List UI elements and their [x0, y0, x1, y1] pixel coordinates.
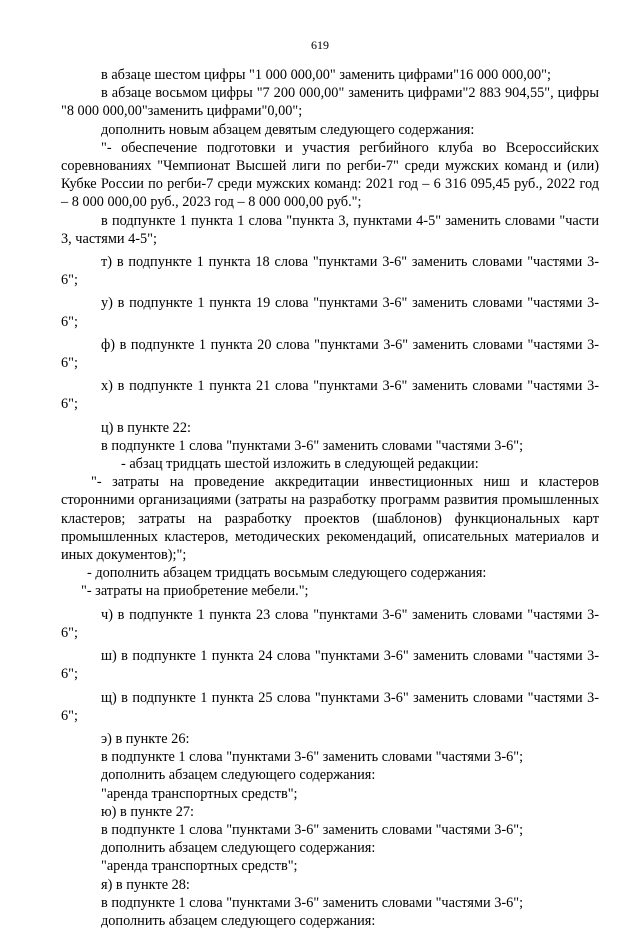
paragraph: ч) в подпункте 1 пункта 23 слова "пунктами 3-6" заменить словами "частями 3-6"; — [61, 606, 599, 641]
paragraph: в подпункте 1 пункта 1 слова "пункта 3, пунктами 4-5" заменить словами "части 3, частями 4-5"; — [61, 212, 599, 247]
paragraph: т) в подпункте 1 пункта 18 слова "пунктами 3-6" заменить словами "частями 3-6"; — [61, 254, 599, 289]
paragraph: - абзац тридцать шестой изложить в следующей редакции: — [121, 456, 479, 473]
paragraph: "- затраты на приобретение мебели."; — [81, 583, 309, 600]
paragraph: "аренда транспортных средств"; — [101, 785, 298, 802]
paragraph: х) в подпункте 1 пункта 21 слова "пунктами 3-6" заменить словами "частями 3-6"; — [61, 378, 599, 413]
paragraph: ш) в подпункте 1 пункта 24 слова "пунктами 3-6" заменить словами "частями 3-6"; — [61, 648, 599, 683]
paragraph: э) в пункте 26: — [101, 730, 190, 747]
paragraph: в абзаце шестом цифры "1 000 000,00" заменить цифрами"16 000 000,00"; — [101, 67, 551, 83]
paragraph: в подпункте 1 слова "пунктами 3-6" заменить словами "частями 3-6"; — [101, 894, 524, 911]
paragraph: дополнить новым абзацем девятым следующего содержания: — [101, 121, 475, 138]
paragraph: я) в пункте 28: — [101, 876, 190, 893]
paragraph: "аренда транспортных средств"; — [101, 858, 298, 875]
paragraph: ц) в пункте 22: — [101, 419, 191, 436]
paragraph: в подпункте 1 слова "пунктами 3-6" заменить словами "частями 3-6"; — [101, 749, 524, 766]
paragraph: дополнить абзацем следующего содержания: — [101, 912, 376, 929]
paragraph: ю) в пункте 27: — [101, 803, 194, 820]
paragraph: у) в подпункте 1 пункта 19 слова "пунктами 3-6" заменить словами "частями 3-6"; — [61, 295, 599, 330]
paragraph: в подпункте 1 слова "пунктами 3-6" заменить словами "частями 3-6"; — [101, 821, 524, 838]
page-number: 619 — [311, 38, 329, 52]
paragraph: дополнить абзацем следующего содержания: — [101, 840, 376, 857]
paragraph: дополнить абзацем следующего содержания: — [101, 767, 376, 784]
paragraph: щ) в подпункте 1 пункта 25 слова "пунктами 3-6" заменить словами "частями 3-6"; — [61, 689, 599, 724]
paragraph: в абзаце восьмом цифры "7 200 000,00" заменить цифрами"2 883 904,55", цифры "8 000 000,00"заменить цифрами"0,00"; — [61, 85, 599, 120]
paragraph: в подпункте 1 слова "пунктами 3-6" заменить словами "частями 3-6"; — [101, 437, 524, 454]
paragraph: "- обеспечение подготовки и участия регбийного клуба во Всероссийских соревнованиях "Чемпионат Высшей лиги по регби-7" среди мужских команд и (или) Кубке России по регби-7 среди мужских команд: 2021 год – 6 316 095,45 руб., 2022 год – 8 000 000,00 руб., 2023 год – 8 000 000,00 руб."; — [61, 139, 599, 211]
document-body — [61, 66, 599, 930]
paragraph: ф) в подпункте 1 пункта 20 слова "пунктами 3-6" заменить словами "частями 3-6"; — [61, 336, 599, 372]
paragraph: "- затраты на проведение аккредитации инвестиционных ниш и кластеров сторонними организациями (затраты на разработку программ развития промышленных кластеров; затраты на разработку проектов (шаблонов) функциональных карт промышленных кластеров, методических рекомендаций, описательных материалов и иных документов);"; — [61, 474, 599, 564]
paragraph: - дополнить абзацем тридцать восьмым следующего содержания: — [87, 565, 487, 582]
